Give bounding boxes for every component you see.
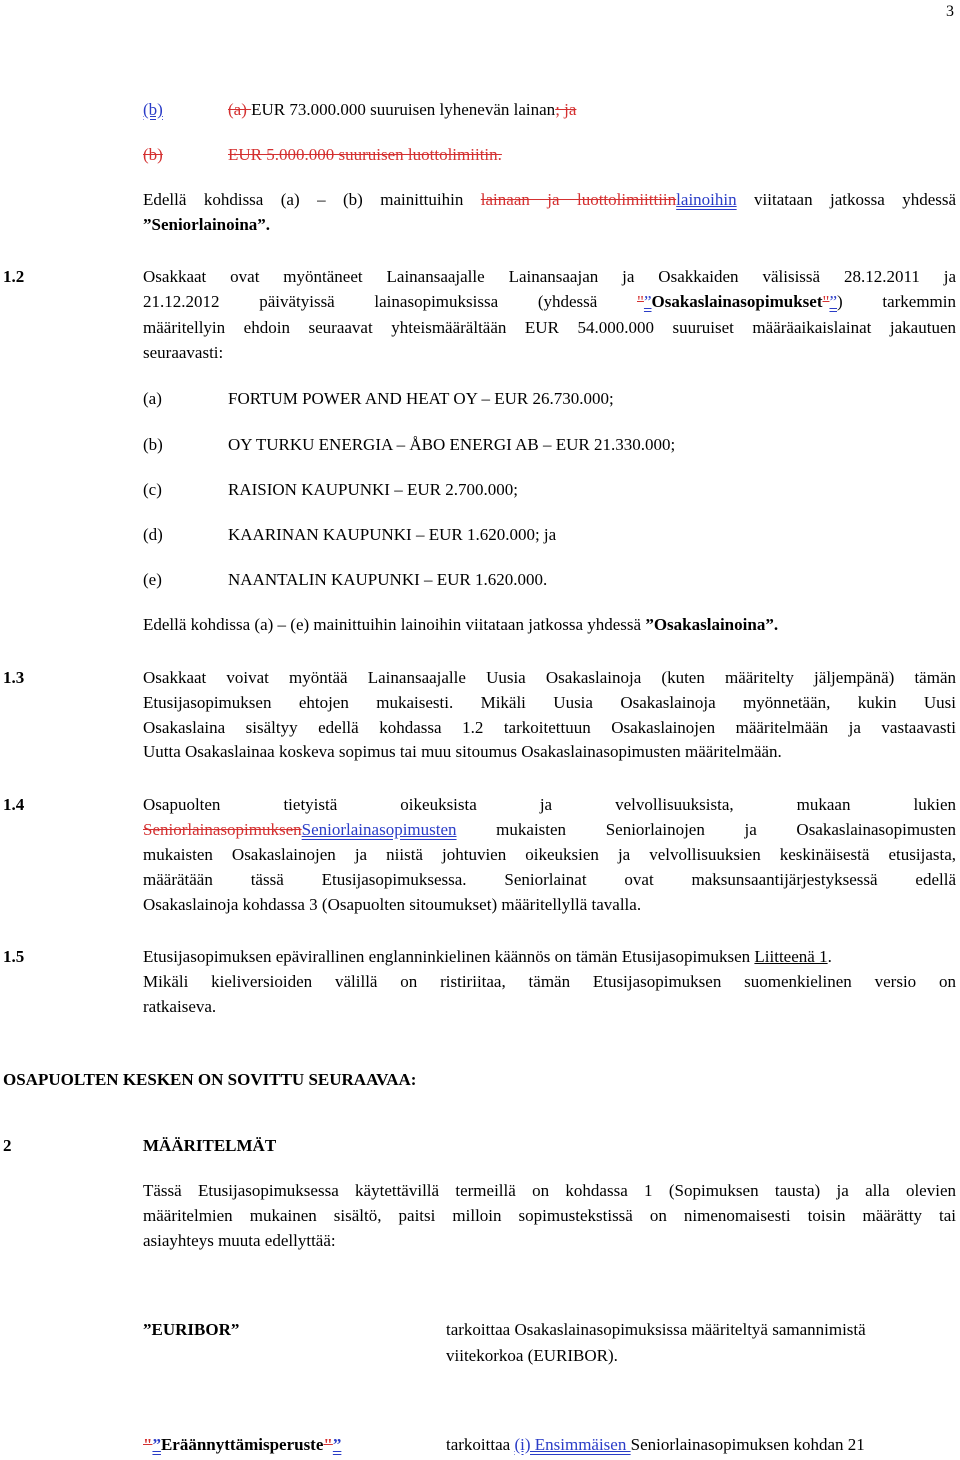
paragraph-line: Osakkaat voivat myöntää Lainansaajalle Uusia Osakaslainoja (kuten määritelty jäljempänä) tämän — [143, 668, 956, 687]
page-number: 3 — [946, 3, 954, 20]
paragraph-line: määrätään tässä Etusijasopimuksessa. Seniorlainat ovat maksunsaantijärjestyksessä edellä — [143, 870, 956, 889]
definition-description: tarkoittaa Osakaslainasopimuksissa määriteltyä samannimistä — [446, 1320, 866, 1339]
inserted-text: Seniorlainasopimusten — [301, 820, 457, 839]
paragraph-line: ratkaiseva. — [143, 997, 217, 1016]
list-label: (d) — [143, 525, 163, 544]
section-number-1-4: 1.4 — [3, 795, 25, 814]
deleted-text: ; ja — [555, 100, 577, 119]
summary-line: Edellä kohdissa (a) – (b) mainittuihin lainaan ja luottolimiittiinlainoihin viitataan jatkossa yhdessä — [143, 190, 957, 209]
summary-term: ”Seniorlainoina”. — [143, 215, 271, 234]
appendix-link[interactable]: Liitteenä 1 — [754, 947, 828, 966]
paragraph-line: seuraavasti: — [143, 343, 224, 362]
inserted-text: (i) Ensimmäisen — [514, 1435, 631, 1454]
paragraph-line: Etusijasopimuksen epävirallinen englanninkielinen käännös on tämän Etusijasopimuksen Liitteenä 1. — [143, 947, 832, 966]
section-number-1-2: 1.2 — [3, 267, 25, 286]
paragraph-line: Osakaslaina sisältyy edellä kohdassa 1.2 tarkoitettuun Osakaslainojen määritelmään ja vastaavasti — [143, 718, 956, 737]
paragraph-line: mukaisten Osakaslainojen ja niistä johtuvien oikeuksien ja velvollisuuksien keskinäisestä etusijasta, — [143, 845, 956, 864]
paragraph-line: Osakaslainoja kohdassa 3 (Osapuolten sitoumukset) määritellyllä tavalla. — [143, 895, 642, 914]
definition-description: tarkoittaa (i) Ensimmäisen Seniorlainasopimuksen kohdan 21 — [446, 1435, 865, 1454]
paragraph-line: Osapuolten tietyistä oikeuksista ja velvollisuuksista, mukaan lukien — [143, 795, 956, 814]
list-label: (c) — [143, 480, 162, 499]
paragraph-line: 21.12.2012 päivätyissä lainasopimuksissa (yhdessä "”Osakaslainasopimukset"”) tarkemmin — [143, 292, 956, 311]
paragraph-line: Tässä Etusijasopimuksessa käytettävillä termeillä on kohdassa 1 (Sopimuksen tausta) ja alla olevien — [143, 1181, 956, 1200]
list-item-loan — [228, 98, 576, 122]
definition-description: viitekorkoa (EURIBOR). — [446, 1346, 618, 1365]
paragraph-line: Etusijasopimuksen ehtojen mukaisesti. Mikäli Uusia Osakaslainoja myönnetään, kukin Uusi — [143, 693, 956, 712]
agreement-heading: OSAPUOLTEN KESKEN ON SOVITTU SEURAAVAA: — [3, 1070, 417, 1089]
deleted-text: Seniorlainasopimuksen — [143, 820, 302, 839]
paragraph-line: Edellä kohdissa (a) – (e) mainittuihin lainoihin viitataan jatkossa yhdessä ”Osakaslainoina”. — [143, 615, 779, 634]
paragraph-line: SeniorlainasopimuksenSeniorlainasopimusten mukaisten Seniorlainojen ja Osakaslainasopimusten — [143, 820, 956, 839]
list-item: OY TURKU ENERGIA – ÅBO ENERGI AB – EUR 21.330.000; — [228, 435, 676, 454]
paragraph-line: määritellyin ehdoin seuraavat yhteismäärältään EUR 54.000.000 suuruiset määräaikaislainat jakautuen — [143, 318, 956, 337]
section-title: MÄÄRITELMÄT — [143, 1136, 277, 1155]
section-number-1-5: 1.5 — [3, 947, 25, 966]
definition-term: ”EURIBOR” — [143, 1320, 240, 1339]
inserted-text: lainoihin — [676, 190, 737, 209]
list-label: (e) — [143, 570, 162, 589]
section-number-1-3: 1.3 — [3, 668, 25, 687]
paragraph-line: määritelmien mukainen sisältö, paitsi milloin sopimustekstissä on nimenomaisesti toisin määrätty tai — [143, 1206, 956, 1225]
list-label-b-deleted: (b) — [143, 145, 163, 164]
list-item: KAARINAN KAUPUNKI – EUR 1.620.000; ja — [228, 525, 557, 544]
paragraph-line: Uutta Osakaslainaa koskeva sopimus tai muu sitoumus Osakaslainasopimusten määritelmään. — [143, 742, 782, 761]
list-item-credit-limit-deleted: EUR 5.000.000 suuruisen luottolimiitin. — [228, 145, 502, 164]
list-label-b: (b) — [143, 100, 163, 119]
list-item: FORTUM POWER AND HEAT OY – EUR 26.730.000; — [228, 389, 614, 408]
paragraph-line: Mikäli kieliversioiden välillä on ristiriitaa, tämän Etusijasopimuksen suomenkielinen versio on — [143, 972, 956, 991]
deleted-text: (a) — [228, 100, 252, 119]
list-item: NAANTALIN KAUPUNKI – EUR 1.620.000. — [228, 570, 548, 589]
list-label: (b) — [143, 435, 163, 454]
paragraph-line: asiayhteys muuta edellyttää: — [143, 1231, 336, 1250]
list-item-text: EUR 73.000.000 suuruisen lyhenevän lainan — [251, 100, 556, 119]
deleted-text: lainaan ja luottolimiittiin — [480, 190, 677, 209]
paragraph-line: Osakkaat ovat myöntäneet Lainansaajalle Lainansaajan ja Osakkaiden välisissä 28.12.2011 ja — [143, 267, 956, 286]
definition-term: "”Eräännyttämisperuste"” — [143, 1435, 342, 1454]
section-number-2: 2 — [3, 1136, 12, 1155]
list-label: (a) — [143, 389, 162, 408]
list-item: RAISION KAUPUNKI – EUR 2.700.000; — [228, 480, 518, 499]
